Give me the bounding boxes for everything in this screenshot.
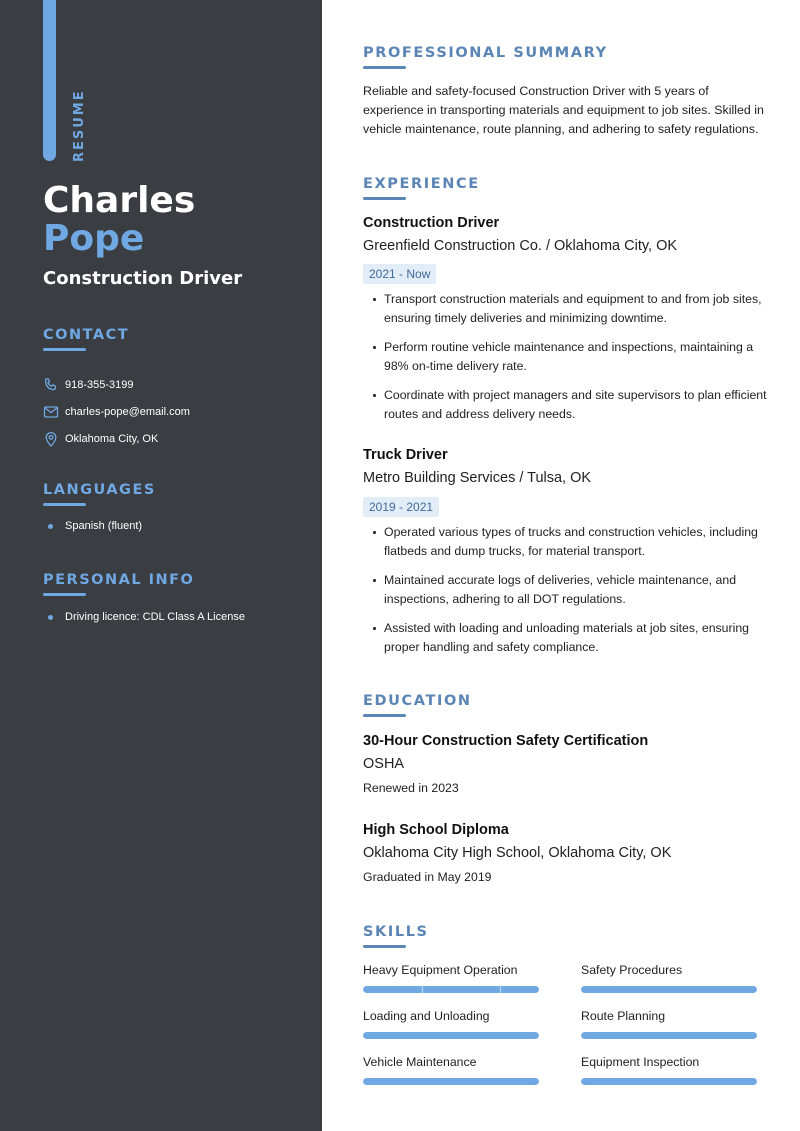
languages-heading: LANGUAGES	[43, 482, 156, 498]
skill-bar-fill	[581, 1032, 757, 1039]
job-bullet: Operated various types of trucks and construction vehicles, including flatbeds and dump trucks, for material transport.	[373, 523, 773, 561]
contact-underline	[43, 348, 86, 351]
skill-bar-fill	[581, 986, 757, 993]
skill-item	[363, 1009, 539, 1039]
skill-bar-fill	[363, 1078, 539, 1085]
job-company: Metro Building Services / Tulsa, OK	[363, 470, 592, 486]
skill-item	[581, 1055, 757, 1085]
education-note: Renewed in 2023	[363, 781, 459, 795]
education-institution: Oklahoma City High School, Oklahoma City, OK	[363, 845, 672, 861]
job-bullet: Assisted with loading and unloading materials at job sites, ensuring proper handling and safety compliance.	[373, 619, 773, 657]
job-title: Construction Driver	[43, 268, 243, 289]
job-bullet: Perform routine vehicle maintenance and inspections, maintaining a 98% on-time delivery rate.	[373, 338, 773, 376]
job-bullets	[373, 290, 773, 434]
skill-name: Route Planning	[581, 1009, 666, 1023]
experience-heading: EXPERIENCE	[363, 176, 480, 192]
job-bullet: Coordinate with project managers and site supervisors to plan efficient routes and address delivery needs.	[373, 386, 773, 424]
personal-info-heading: PERSONAL INFO	[43, 572, 195, 588]
phone-icon	[43, 377, 59, 393]
sidebar	[0, 0, 322, 1131]
skill-bar	[581, 1032, 757, 1039]
skills-underline	[363, 945, 406, 948]
education-heading: EDUCATION	[363, 693, 472, 709]
skill-item	[581, 1009, 757, 1039]
summary-text: Reliable and safety-focused Construction Driver with 5 years of experience in transporting materials and equipment to job sites. Skilled in vehicle maintenance, route planning, and adhering to safety regulations.	[363, 84, 764, 136]
accent-bar	[43, 0, 56, 161]
job-dates-badge: 2021 - Now	[363, 264, 436, 284]
skill-bar	[581, 986, 757, 993]
language-item	[48, 520, 142, 532]
map-pin-icon	[43, 431, 59, 447]
skill-bar-divider	[422, 986, 423, 993]
bullet-dot	[48, 524, 53, 529]
education-title: 30-Hour Construction Safety Certification	[363, 733, 649, 749]
contact-email[interactable]: charles-pope@email.com	[65, 406, 190, 418]
skill-item	[363, 1055, 539, 1085]
bullet-dot	[48, 615, 53, 620]
job-bullet: Maintained accurate logs of deliveries, vehicle maintenance, and inspections, adhering to all DOT regulations.	[373, 571, 773, 609]
job-company: Greenfield Construction Co. / Oklahoma City, OK	[363, 238, 678, 254]
skills-heading: SKILLS	[363, 924, 429, 940]
contact-heading: CONTACT	[43, 327, 130, 343]
education-underline	[363, 714, 406, 717]
contact-phone[interactable]: 918-355-3199	[65, 379, 134, 391]
first-name: Charles	[43, 180, 196, 221]
job-role: Truck Driver	[363, 447, 448, 463]
skill-name: Heavy Equipment Operation	[363, 963, 518, 977]
education-note: Graduated in May 2019	[363, 870, 492, 884]
skill-name: Vehicle Maintenance	[363, 1055, 477, 1069]
job-dates-badge: 2019 - 2021	[363, 497, 439, 517]
skill-bar-fill	[581, 1078, 757, 1085]
skill-bar-fill	[363, 1032, 539, 1039]
education-title: High School Diploma	[363, 822, 509, 838]
last-name: Pope	[43, 218, 145, 259]
skill-bar	[363, 1078, 539, 1085]
languages-underline	[43, 503, 86, 506]
personal-info-underline	[43, 593, 86, 596]
summary-heading: PROFESSIONAL SUMMARY	[363, 45, 608, 61]
job-bullets	[373, 523, 773, 667]
resume-label: RESUME	[72, 89, 87, 162]
contact-phone-row	[43, 376, 134, 394]
job-bullet: Transport construction materials and equipment to and from job sites, ensuring timely deliveries and minimizing downtime.	[373, 290, 773, 328]
experience-underline	[363, 197, 406, 200]
skill-item	[581, 963, 757, 993]
summary-underline	[363, 66, 406, 69]
skill-bar-divider	[500, 986, 501, 993]
job-role: Construction Driver	[363, 215, 500, 231]
contact-location: Oklahoma City, OK	[65, 433, 159, 445]
skill-name: Loading and Unloading	[363, 1009, 490, 1023]
mail-icon	[43, 404, 59, 420]
personal-info-item	[48, 611, 245, 623]
skill-bar	[363, 1032, 539, 1039]
personal-info-label: Driving licence: CDL Class A License	[65, 611, 245, 623]
skill-item	[363, 963, 539, 993]
skill-name: Safety Procedures	[581, 963, 683, 977]
skill-name: Equipment Inspection	[581, 1055, 700, 1069]
skill-bar	[581, 1078, 757, 1085]
education-institution: OSHA	[363, 756, 405, 772]
skill-bar-fill	[363, 986, 539, 993]
main-content	[363, 0, 773, 1131]
contact-email-row	[43, 403, 190, 421]
language-label: Spanish (fluent)	[65, 520, 143, 532]
skill-bar	[363, 986, 539, 993]
contact-location-row	[43, 430, 158, 448]
